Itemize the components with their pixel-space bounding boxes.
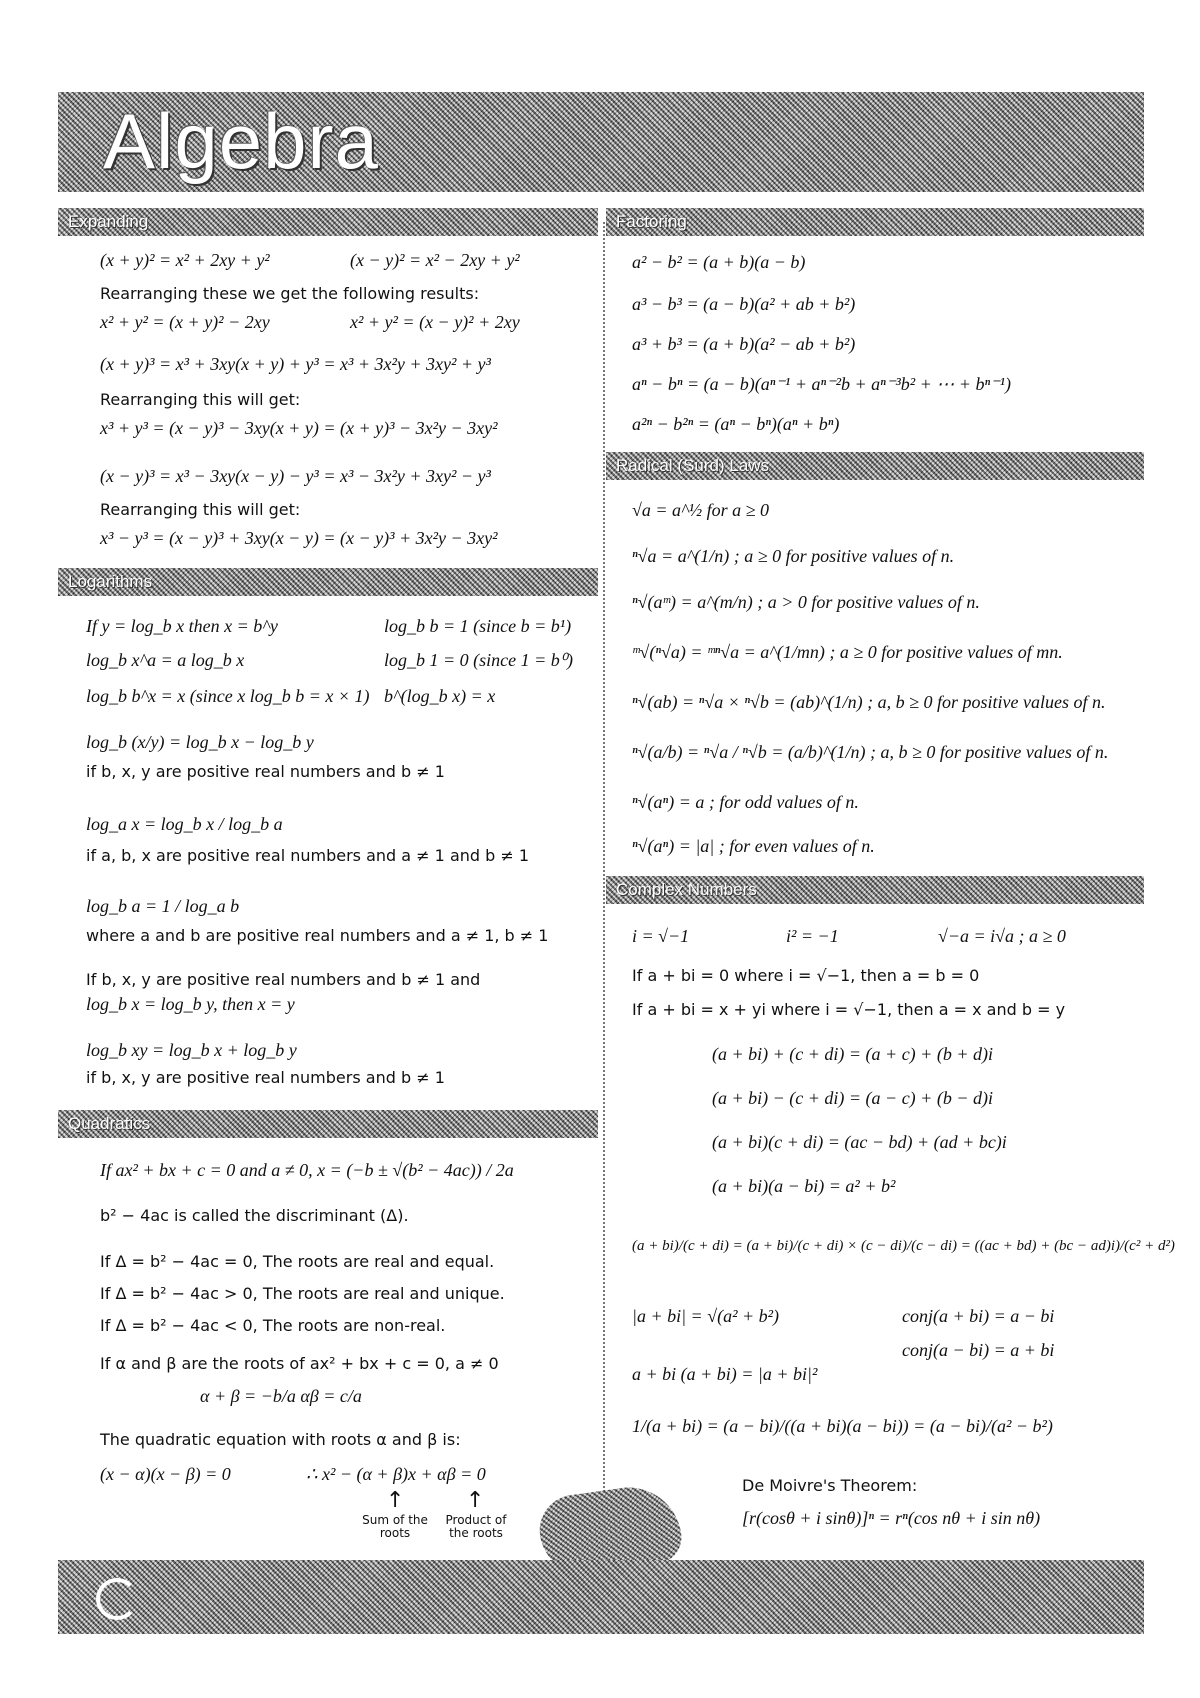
- complex-line-8: (a + bi)/(c + di) = (a + bi)/(c + di) × (c − di)/(c − di) = ((ac + bd) + (bc − ad)i)/(c² + d²): [632, 1238, 1175, 1254]
- product-arrow-icon: ↑: [466, 1488, 485, 1513]
- expanding-line-3: (x + y)³ = x³ + 3xy(x + y) + y³ = x³ + 3x²y + 3xy² + y³: [100, 354, 491, 374]
- section-title-logarithms: Logarithms: [68, 572, 153, 591]
- expanding-note-1: Rearranging these we get the following results:: [100, 284, 480, 303]
- complex-line-9b: conj(a + bi) = a − bi: [902, 1306, 1055, 1326]
- logs-line-2a: log_b x^a = a log_b x: [86, 650, 245, 670]
- expanding-line-2a: x² + y² = (x + y)² − 2xy: [100, 312, 270, 332]
- logs-line-4: log_b (x/y) = log_b x − log_b y: [86, 732, 314, 752]
- radicals-line-1: √a = a^½ for a ≥ 0: [632, 500, 770, 520]
- logs-note-7: If b, x, y are positive real numbers and b ≠ 1 and: [86, 970, 481, 989]
- expanding-line-6: x³ − y³ = (x − y)³ + 3xy(x − y) = (x − y)³ + 3x²y − 3xy²: [100, 528, 498, 548]
- factoring-line-3: a³ + b³ = (a + b)(a² − ab + b²): [632, 334, 856, 354]
- quadratics-roots: If α and β are the roots of ax² + bx + c = 0, a ≠ 0: [100, 1354, 499, 1373]
- expanding-line-1b: (x − y)² = x² − 2xy + y²: [350, 250, 520, 270]
- expanding-line-1a: (x + y)² = x² + 2xy + y²: [100, 250, 270, 270]
- radicals-line-6: ⁿ√(a/b) = ⁿ√a / ⁿ√b = (a/b)^(1/n) ; a, b ≥ 0 for positive values of n.: [632, 742, 1109, 762]
- complex-line-9a: |a + bi| = √(a² + b²): [632, 1306, 779, 1326]
- quadratics-factored: (x − α)(x − β) = 0: [100, 1464, 231, 1484]
- expanding-note-2: Rearranging this will get:: [100, 390, 301, 409]
- logs-line-3a: log_b b^x = x (since x log_b b = x × 1): [86, 686, 370, 706]
- complex-line-1c: √−a = i√a ; a ≥ 0: [938, 926, 1066, 946]
- radicals-line-5: ⁿ√(ab) = ⁿ√a × ⁿ√b = (ab)^(1/n) ; a, b ≥ 0 for positive values of n.: [632, 692, 1106, 712]
- de-moivre-formula: [r(cosθ + i sinθ)]ⁿ = rⁿ(cos nθ + i sin nθ): [742, 1508, 1041, 1528]
- quadratics-case-nonreal: If Δ = b² − 4ac < 0, The roots are non-real.: [100, 1316, 446, 1335]
- quadratics-discriminant: b² − 4ac is called the discriminant (Δ).: [100, 1206, 409, 1225]
- expanding-line-2b: x² + y² = (x − y)² + 2xy: [350, 312, 520, 332]
- quadratics-formula: If ax² + bx + c = 0 and a ≠ 0, x = (−b ± √(b² − 4ac)) / 2a: [100, 1160, 514, 1180]
- quadratics-note: The quadratic equation with roots α and β is:: [100, 1430, 461, 1449]
- logs-line-8: log_b xy = log_b x + log_b y: [86, 1040, 297, 1060]
- radicals-line-2: ⁿ√a = a^(1/n) ; a ≥ 0 for positive values of n.: [632, 546, 955, 566]
- section-bar-logarithms: [58, 568, 598, 596]
- factoring-line-4: aⁿ − bⁿ = (a − b)(aⁿ⁻¹ + aⁿ⁻²b + aⁿ⁻³b² + ⋯ + bⁿ⁻¹): [632, 374, 1012, 394]
- section-bar-expanding: [58, 208, 598, 236]
- product-label: Product of the roots: [445, 1513, 507, 1540]
- expanding-note-3: Rearranging this will get:: [100, 500, 301, 519]
- complex-line-1a: i = √−1: [632, 926, 690, 946]
- logs-line-6: log_b a = 1 / log_a b: [86, 896, 240, 916]
- expanding-line-4: x³ + y³ = (x − y)³ − 3xy(x + y) = (x + y)³ − 3x²y − 3xy²: [100, 418, 498, 438]
- complex-line-1b: i² = −1: [786, 926, 839, 946]
- section-title-radicals: Radical (Surd) Laws: [616, 456, 770, 475]
- quadratics-expanded: ∴ x² − (α + β)x + αβ = 0: [306, 1464, 486, 1484]
- complex-line-3: If a + bi = x + yi where i = √−1, then a = x and b = y: [632, 1000, 1066, 1019]
- de-moivre-title: De Moivre's Theorem:: [742, 1476, 918, 1495]
- logs-line-1b: log_b b = 1 (since b = b¹): [384, 616, 572, 636]
- complex-line-5: (a + bi) − (c + di) = (a − c) + (b − d)i: [712, 1088, 993, 1108]
- logs-note-4: if b, x, y are positive real numbers and b ≠ 1: [86, 762, 445, 781]
- sum-arrow-icon: ↑: [386, 1488, 405, 1513]
- section-title-factoring: Factoring: [616, 212, 687, 231]
- page-title: Algebra: [103, 97, 379, 185]
- sum-label: Sum of the roots: [362, 1513, 428, 1540]
- logs-line-5: log_a x = log_b x / log_b a: [86, 814, 283, 834]
- publisher-logo-icon: [96, 1578, 138, 1620]
- column-divider: [603, 222, 605, 1552]
- complex-line-6: (a + bi)(c + di) = (ac − bd) + (ad + bc)i: [712, 1132, 1007, 1152]
- logs-line-7: log_b x = log_b y, then x = y: [86, 994, 295, 1014]
- section-title-expanding: Expanding: [68, 212, 149, 231]
- logs-note-6: where a and b are positive real numbers and a ≠ 1, b ≠ 1: [86, 926, 549, 945]
- expanding-line-5: (x − y)³ = x³ − 3xy(x − y) − y³ = x³ − 3x²y + 3xy² − y³: [100, 466, 491, 486]
- page-footer-banner: [58, 1560, 1144, 1634]
- factoring-line-5: a²ⁿ − b²ⁿ = (aⁿ − bⁿ)(aⁿ + bⁿ): [632, 414, 840, 434]
- radicals-line-3: ⁿ√(aᵐ) = a^(m/n) ; a > 0 for positive values of n.: [632, 592, 980, 612]
- complex-line-10: a + bi (a + bi) = |a + bi|²: [632, 1364, 818, 1384]
- radicals-line-7: ⁿ√(aⁿ) = a ; for odd values of n.: [632, 792, 859, 812]
- complex-line-11: 1/(a + bi) = (a − bi)/((a + bi)(a − bi)) = (a − bi)/(a² − b²): [632, 1416, 1053, 1436]
- complex-line-2: If a + bi = 0 where i = √−1, then a = b = 0: [632, 966, 980, 985]
- complex-line-9c: conj(a − bi) = a + bi: [902, 1340, 1055, 1360]
- logs-note-5: if a, b, x are positive real numbers and a ≠ 1 and b ≠ 1: [86, 846, 530, 865]
- section-title-quadratics: Quadratics: [68, 1114, 151, 1133]
- complex-line-4: (a + bi) + (c + di) = (a + c) + (b + d)i: [712, 1044, 993, 1064]
- section-bar-factoring: [606, 208, 1144, 236]
- quadratics-case-unique: If Δ = b² − 4ac > 0, The roots are real and unique.: [100, 1284, 505, 1303]
- section-bar-radicals: [606, 452, 1144, 480]
- quadratics-sum-product: α + β = −b/a αβ = c/a: [200, 1386, 362, 1406]
- factoring-line-2: a³ − b³ = (a − b)(a² + ab + b²): [632, 294, 856, 314]
- logs-line-1a: If y = log_b x then x = b^y: [86, 616, 278, 636]
- factoring-line-1: a² − b² = (a + b)(a − b): [632, 252, 806, 272]
- page-header-banner: [58, 92, 1144, 192]
- logs-line-2b: log_b 1 = 0 (since 1 = b⁰): [384, 650, 573, 670]
- section-bar-complex: [606, 876, 1144, 904]
- logs-line-3b: b^(log_b x) = x: [384, 686, 496, 706]
- logs-note-8: if b, x, y are positive real numbers and b ≠ 1: [86, 1068, 445, 1087]
- section-bar-quadratics: [58, 1110, 598, 1138]
- radicals-line-8: ⁿ√(aⁿ) = |a| ; for even values of n.: [632, 836, 875, 856]
- section-title-complex: Complex Numbers: [616, 880, 757, 899]
- radicals-line-4: ᵐ√(ⁿ√a) = ᵐⁿ√a = a^(1/mn) ; a ≥ 0 for positive values of mn.: [632, 642, 1063, 662]
- complex-line-7: (a + bi)(a − bi) = a² + b²: [712, 1176, 896, 1196]
- quadratics-case-equal: If Δ = b² − 4ac = 0, The roots are real and equal.: [100, 1252, 495, 1271]
